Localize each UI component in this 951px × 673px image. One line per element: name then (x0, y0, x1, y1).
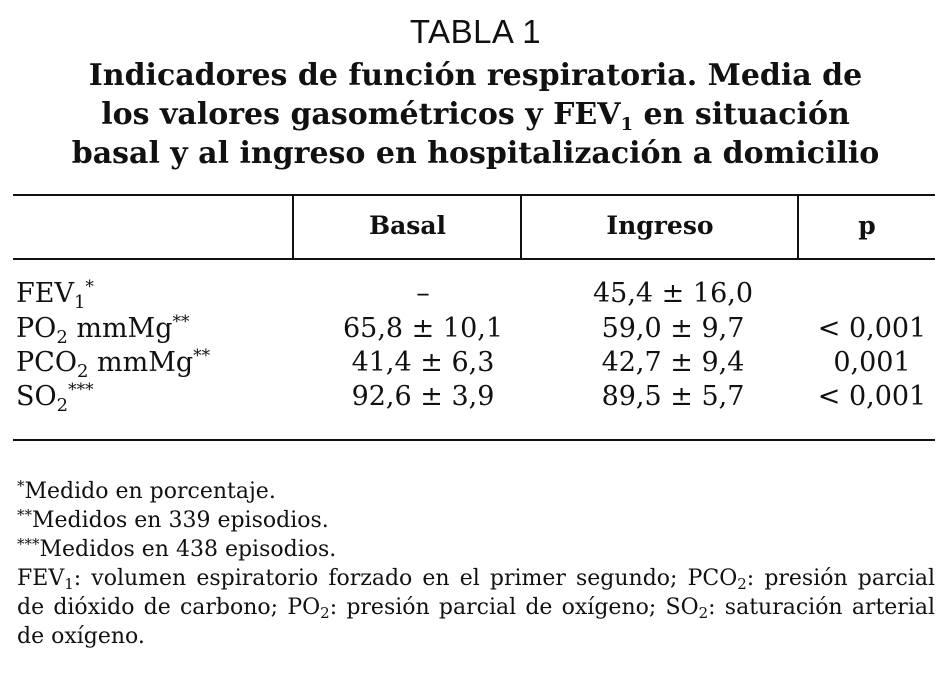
cell-p: 0,001 (833, 347, 911, 378)
title-line-2-subscript: 1 (620, 114, 634, 135)
table-row (13, 312, 935, 348)
title-line-3: basal y al ingreso en hospitalización a domicilio (71, 136, 880, 171)
table-title (0, 56, 951, 173)
column-header-basal: Basal (368, 211, 447, 240)
abbreviation-definitions: FEV1: volumen espiratorio forzado en el primer segundo; PCO2: presión parcial de dióxido de carbono; PO2: presión parcial de oxígeno; SO2: saturación arterial de oxígeno. (17, 566, 936, 649)
table-bottom-rule (13, 439, 935, 441)
column-header-ingreso: Ingreso (606, 211, 714, 240)
column-header-p: p (858, 211, 876, 240)
cell-basal: 65,8 ± 10,1 (342, 313, 504, 344)
footnote: ***Medidos en 438 episodios. (17, 535, 337, 562)
row-label: $FEV_1^*$ (16, 277, 94, 313)
cell-ingreso: 59,0 ± 9,7 (601, 313, 745, 344)
cell-ingreso: 42,7 ± 9,4 (601, 347, 745, 378)
row-label: $PO_2$ mmMg** (16, 312, 190, 348)
footnote: **Medidos en 339 episodios. (17, 506, 329, 533)
footnote: *Medido en porcentaje. (17, 477, 276, 504)
table-number: TABLA 1 (409, 13, 542, 50)
title-line-2-end: en situación (633, 97, 850, 132)
cell-ingreso: 89,5 ± 5,7 (601, 381, 745, 412)
cell-basal: 41,4 ± 6,3 (351, 347, 495, 378)
table-footnotes (17, 477, 935, 651)
cell-basal: – (416, 278, 430, 309)
row-label: $SO_2^{***}$ (16, 380, 94, 416)
table-header (0, 12, 951, 173)
cell-p: < 0,001 (817, 313, 927, 344)
column-header-indicator (13, 196, 293, 260)
cell-ingreso: 45,4 ± 16,0 (592, 278, 754, 309)
table-row (13, 380, 935, 416)
title-line-1: Indicadores de función respiratoria. Media de (88, 58, 863, 93)
title-line-2-start: los valores gasométricos y FEV (101, 97, 621, 132)
cell-p: < 0,001 (817, 381, 927, 412)
row-label: $PCO_2$ mmMg** (16, 346, 211, 382)
title-line-2 (0, 95, 951, 134)
table-row (13, 346, 935, 382)
table-row (13, 277, 935, 313)
cell-basal: 92,6 ± 3,9 (351, 381, 495, 412)
